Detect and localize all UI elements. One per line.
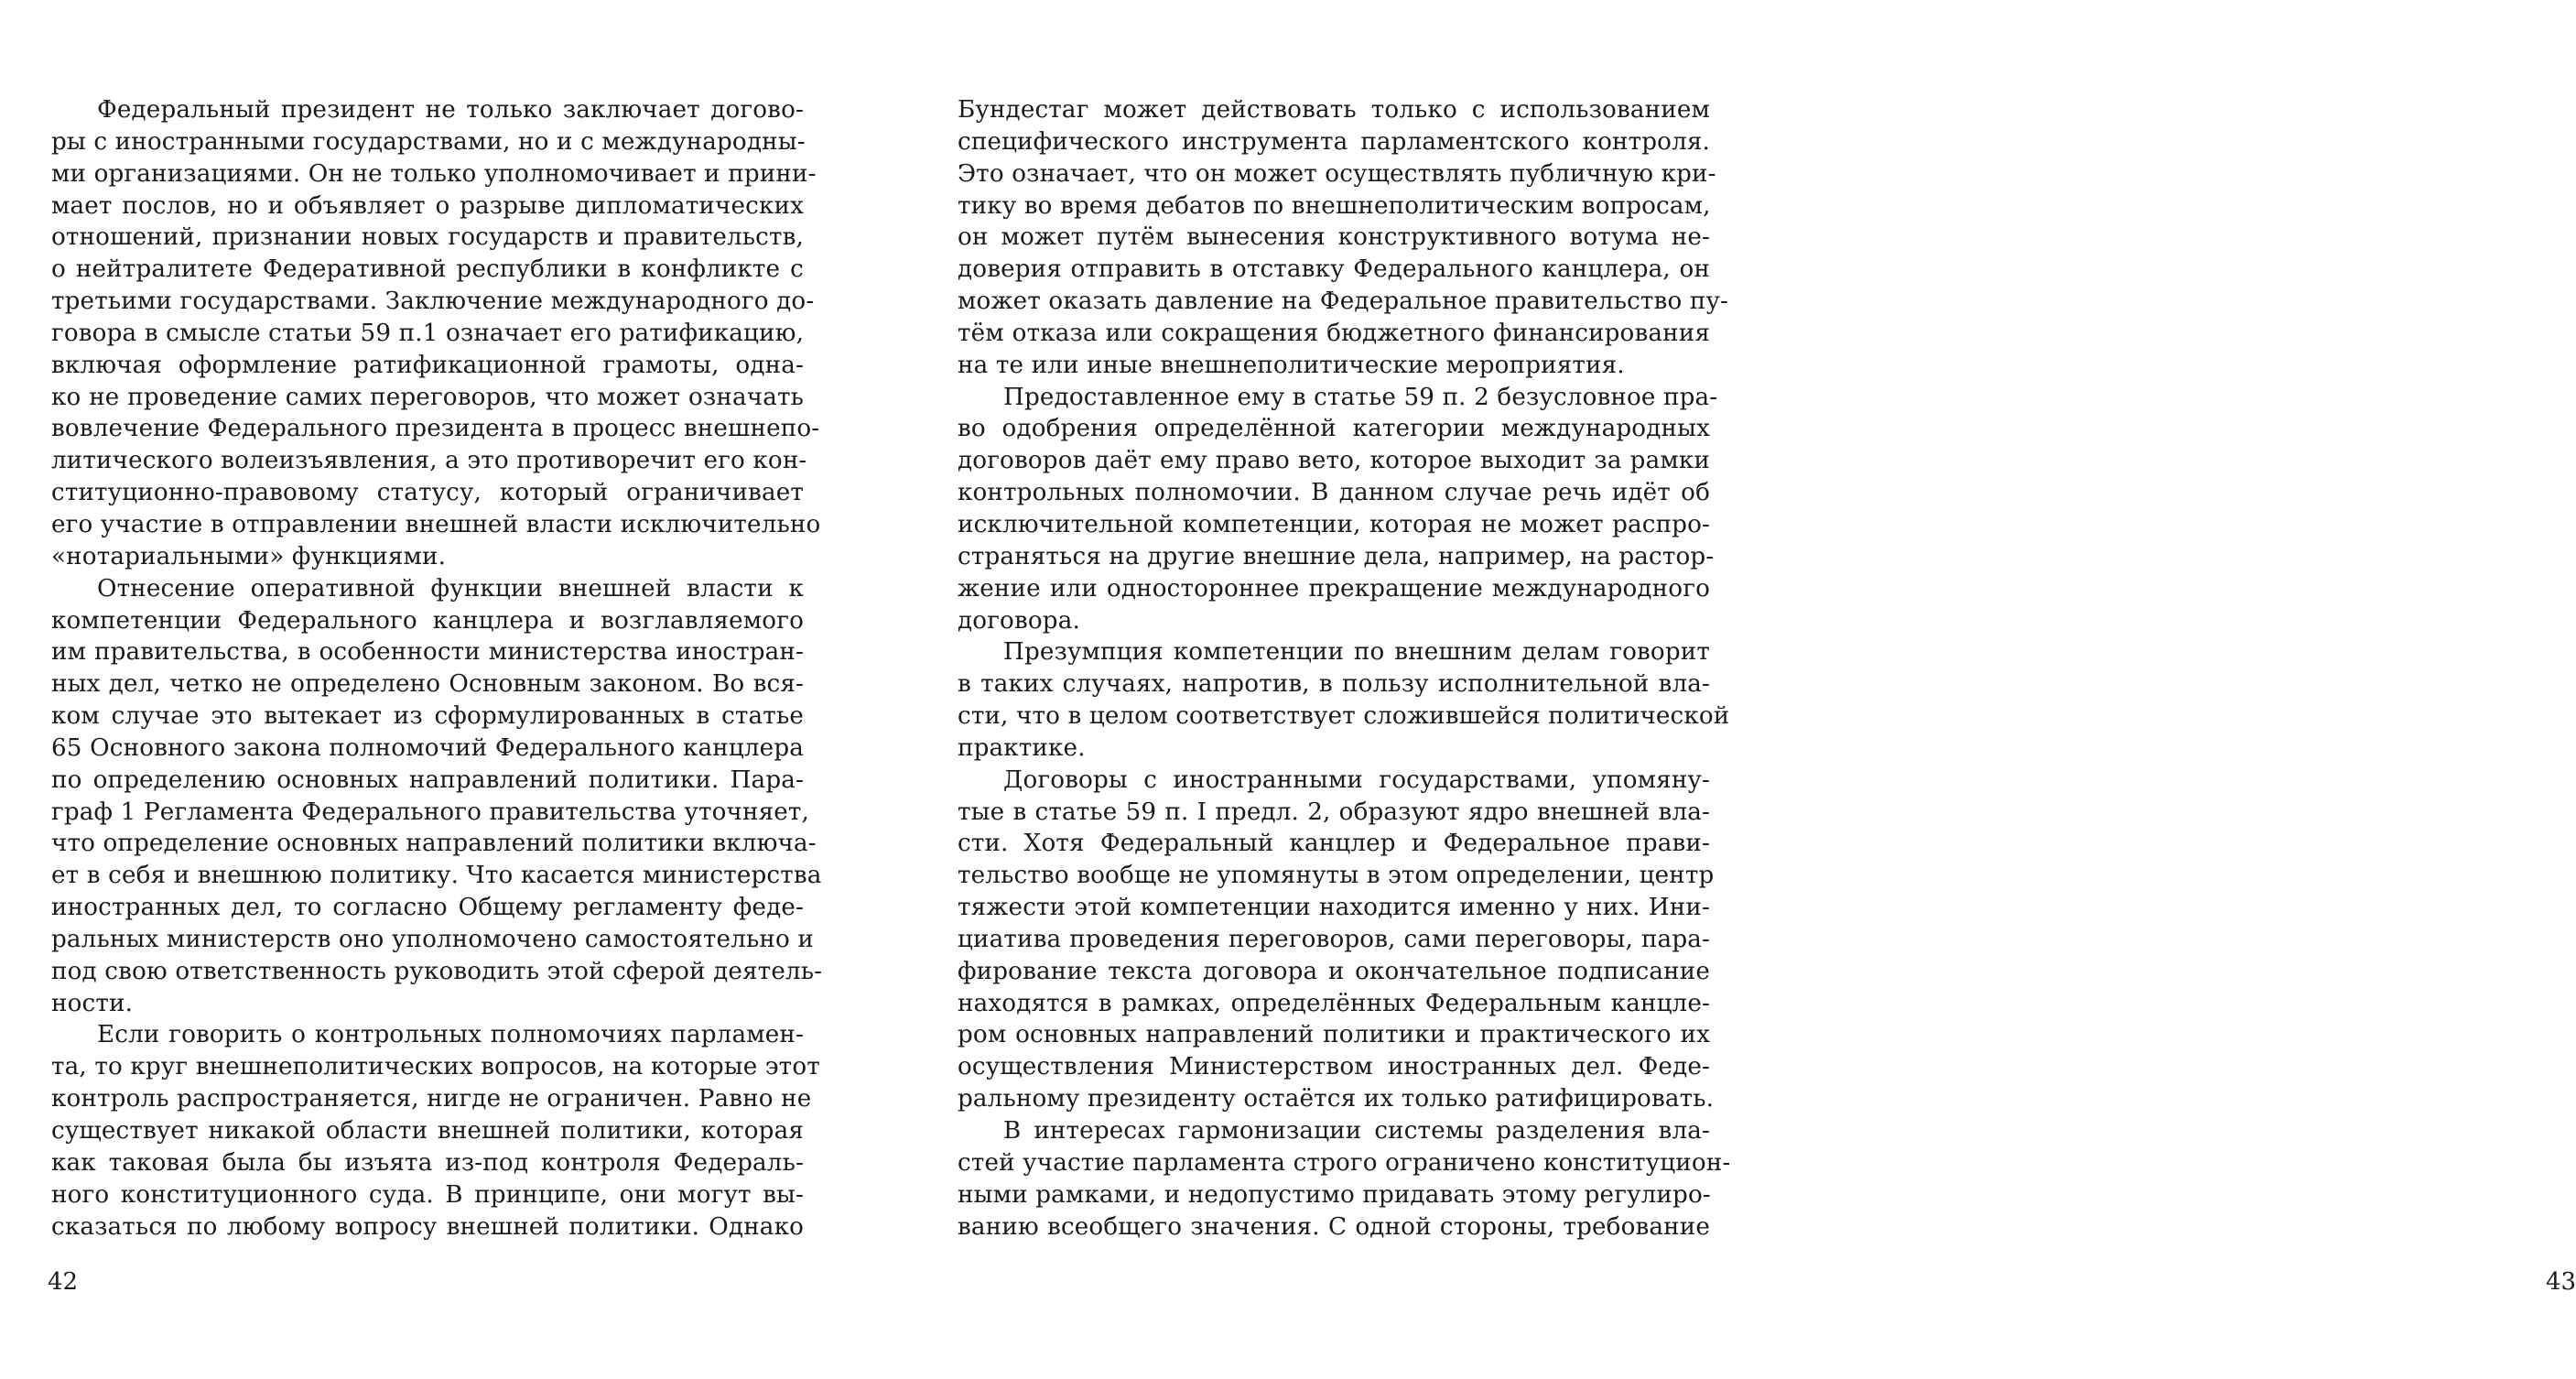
text-line: как таковая была бы изъята из-под контроля Федераль- (51, 1148, 804, 1177)
text-line: «нотариальными» функциями. (51, 542, 447, 570)
text-line: ституционно-правовому статусу, который ограничивает (51, 479, 804, 507)
text-line: мает послов, но и объявляет о разрыве дипломатических (51, 191, 804, 220)
text-line: ности. (51, 989, 134, 1017)
text-line: ры с иностранными государствами, но и с международны- (51, 127, 806, 156)
text-line: в таких случаях, напротив, в пользу исполнительной вла- (958, 670, 1710, 699)
text-line: Если говорить о контрольных полномочиях парламен- (97, 1021, 804, 1049)
text-line: ральному президенту остаётся их только ратифицировать. (958, 1085, 1715, 1113)
text-line: контрольных полномочии. В данном случае речь идёт об (958, 479, 1710, 507)
text-line: доверия отправить в отставку Федерального канцлера, он (958, 255, 1710, 284)
text-line: Отнесение оперативной функции внешней власти к (97, 574, 804, 603)
text-line: ком случае это вытекает из сформулированных в статье (51, 702, 804, 731)
text-line: контроль распространяется, нигде не ограничен. Равно не (51, 1085, 812, 1113)
right-page (867, 0, 2576, 1379)
text-line: Федеральный президент не только заключает догово- (97, 96, 804, 124)
text-line: договоров даёт ему право вето, которое выходит за рамки (958, 447, 1710, 475)
text-line: о нейтралитете Федеративной республики в конфликте с (51, 255, 804, 284)
text-line: Это означает, что он может осуществлять публичную кри- (958, 159, 1716, 188)
text-line: осуществления Министерством иностранных дел. Феде- (958, 1053, 1710, 1081)
text-line: жение или одностороннее прекращение международного (958, 574, 1710, 603)
left-page (0, 0, 867, 1379)
text-line: стей участие парламента строго ограничено конституцион- (958, 1148, 1731, 1177)
text-line: ральных министерств оно уполномочено самостоятельно и (51, 925, 814, 953)
text-line: Бундестаг может действовать только с использованием (958, 96, 1710, 124)
text-line: 65 Основного закона полномочий Федерального канцлера (51, 733, 804, 762)
text-line: третьими государствами. Заключение международного до- (51, 288, 815, 316)
text-line: существует никакой области внешней политики, которая (51, 1117, 804, 1145)
text-line: граф 1 Регламента Федерального правительства уточняет, (51, 798, 809, 826)
text-line: говора в смысле статьи 59 п.1 означает его ратификацию, (51, 319, 805, 347)
text-line: ет в себя и внешнюю политику. Что касается министерства (51, 862, 822, 890)
text-line: находятся в рамках, определённых Федеральным канцле- (958, 989, 1710, 1017)
text-line: компетенции Федерального канцлера и возглавляемого (51, 606, 804, 635)
text-line: ми организациями. Он не только уполномочивает и прини- (51, 159, 817, 188)
text-line: вовлечение Федерального президента в процесс внешнепо- (51, 415, 820, 443)
text-line: иностранных дел, то согласно Общему регламенту феде- (51, 894, 804, 922)
text-line: циатива проведения переговоров, сами переговоры, пара- (958, 925, 1710, 953)
text-line: он может путём вынесения конструктивного вотума не- (958, 223, 1710, 252)
text-line: по определению основных направлений политики. Пара- (51, 766, 804, 794)
text-line: страняться на другие внешние дела, например, на растор- (958, 542, 1715, 570)
text-line: включая оформление ратификационной грамоты, одна- (51, 351, 804, 379)
text-line: может оказать давление на Федеральное правительство пу- (958, 288, 1729, 316)
text-line: тём отказа или сокращения бюджетного финансирования (958, 319, 1710, 347)
text-line: ными рамками, и недопустимо придавать этому регулиро- (958, 1180, 1711, 1209)
text-line: что определение основных направлений политики включа- (51, 830, 817, 858)
text-line: сти. Хотя Федеральный канцлер и Федеральное прави- (958, 830, 1710, 858)
text-line: тельство вообще не упомянуты в этом определении, центр (958, 862, 1715, 890)
text-line: сти, что в целом соответствует сложившейся политической (958, 702, 1730, 731)
left-page-text (51, 94, 823, 1243)
text-line: отношений, признании новых государств и правительств, (51, 223, 804, 252)
right-page-text (958, 94, 1731, 1243)
text-line: В интересах гармонизации системы разделения вла- (1003, 1117, 1710, 1145)
text-line: его участие в отправлении внешней власти исключительно (51, 510, 821, 538)
text-line: им правительства, в особенности министерства иностран- (51, 638, 804, 667)
text-line: Презумпция компетенции по внешним делам говорит (1003, 638, 1710, 667)
text-line: сказаться по любому вопросу внешней политики. Однако (51, 1212, 804, 1241)
text-line: на те или иные внешнеполитические мероприятия. (958, 351, 1625, 379)
text-line: Договоры с иностранными государствами, упомяну- (1003, 766, 1710, 794)
text-line: тику во время дебатов по внешнеполитическим вопросам, (958, 191, 1711, 220)
text-line: во одобрения определённой категории международных (958, 415, 1710, 443)
text-line: практике. (958, 733, 1086, 762)
text-line: под свою ответственность руководить этой сферой деятель- (51, 957, 823, 985)
text-line: тяжести этой компетенции находится именно у них. Ини- (958, 894, 1710, 922)
text-line: ко не проведение самих переговоров, что может означать (51, 383, 804, 411)
text-line: ром основных направлений политики и практического их (958, 1021, 1710, 1049)
text-line: ных дел, четко не определено Основным законом. Во вся- (51, 670, 804, 699)
text-line: ного конституционного суда. В принципе, они могут вы- (51, 1180, 804, 1209)
text-line: исключительной компетенции, которая не может распро- (958, 510, 1710, 538)
text-line: та, то круг внешнеполитических вопросов, на которые этот (51, 1053, 820, 1081)
text-line: фирование текста договора и окончательное подписание (958, 957, 1710, 985)
page-number: 43 (2546, 1268, 2576, 1296)
text-line: специфического инструмента парламентского контроля. (958, 127, 1710, 156)
text-line: Предоставленное ему в статье 59 п. 2 безусловное пра- (1003, 383, 1718, 411)
page-number: 42 (48, 1268, 79, 1296)
text-line: договора. (958, 606, 1080, 635)
text-line: ванию всеобщего значения. С одной стороны, требование (958, 1212, 1710, 1241)
text-line: тые в статье 59 п. I предл. 2, образуют ядро внешней вла- (958, 798, 1710, 826)
text-line: литического волеизъявления, а это противоречит его кон- (51, 447, 807, 475)
